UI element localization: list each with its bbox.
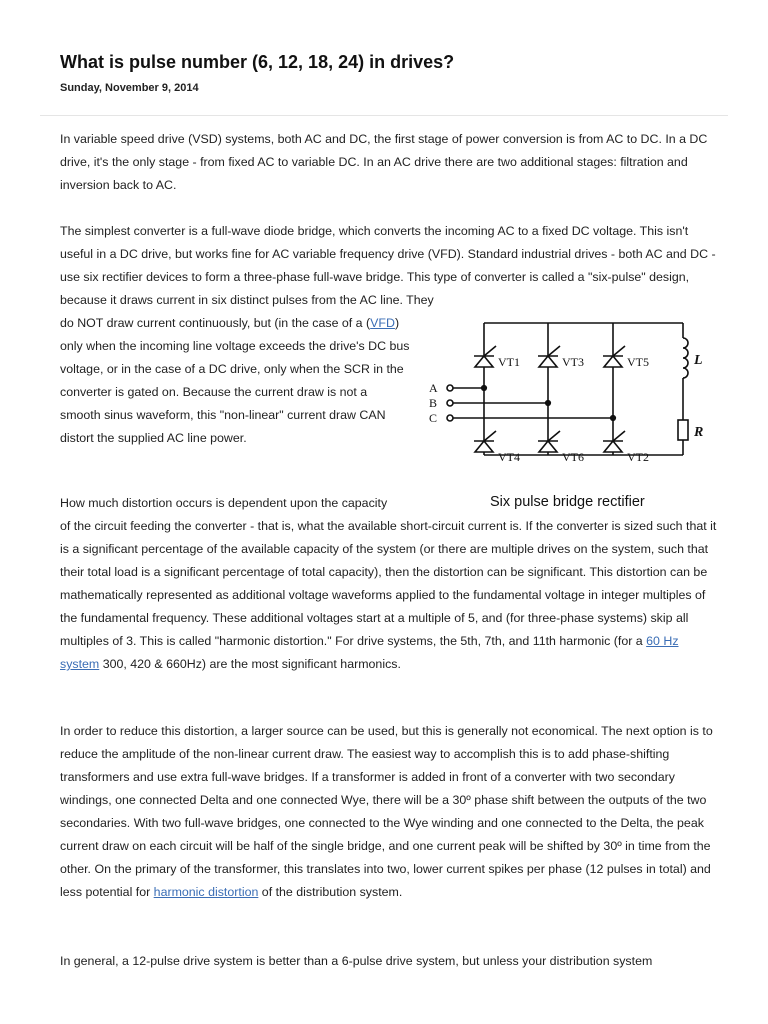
figure-caption: Six pulse bridge rectifier: [490, 494, 645, 510]
text-segment: do NOT draw current continuously, but (in the case of a (: [60, 316, 371, 330]
label-vt5: VT5: [627, 355, 649, 369]
post-date: Sunday, November 9, 2014: [60, 82, 199, 94]
harmonic-distortion-link[interactable]: harmonic distortion: [153, 885, 259, 899]
header-divider: [40, 115, 728, 116]
terminal-c: [447, 415, 453, 421]
paragraph-distortion: [60, 515, 720, 676]
paragraph-phase-shift: [60, 720, 720, 904]
label-vt6: VT6: [562, 450, 584, 464]
six-pulse-bridge-figure: [424, 310, 724, 515]
vfd-link[interactable]: VFD: [370, 316, 395, 330]
paragraph-intro: In variable speed drive (VSD) systems, both AC and DC, the first stage of power conversion is from AC to DC. In a DC drive, it's the only stage - from fixed AC to variable DC. In an AC drive there are two additional stages: filtration and inversion back to AC.: [60, 132, 708, 192]
resistor-r: [678, 420, 688, 440]
label-c: C: [429, 411, 438, 425]
paragraph-converter-side: [60, 312, 410, 450]
label-vt1: VT1: [498, 355, 520, 369]
thyristor-vt3: [538, 346, 560, 367]
text-segment: In order to reduce this distortion, a larger source can be used, but this is generally not economical. The next option is to reduce the amplitude of the non-linear current draw. The easiest way to accomplish this is to add phase-shifting transformers and use extra full-wave bridges. If a transformer is added in front of a converter with two secondary windings, one connected Delta and one connected Wye, there will be a 30º phase shift between the outputs of the two secondaries. With two full-wave bridges, one connected to the Wye winding and one connected to the Delta, the peak current draw on each circuit will be half of the single bridge, and one current peak will be shifted by 30º in time from the other. On the primary of the transformer, this translates into two, lower current spikes per phase (12 pulses in total) and less potential for: [60, 724, 713, 899]
thyristor-vt2: [603, 431, 625, 452]
label-l: L: [694, 353, 703, 368]
label-a: A: [429, 381, 438, 395]
label-vt2: VT2: [627, 450, 649, 464]
label-vt4: VT4: [498, 450, 520, 464]
node-c: [611, 416, 616, 421]
text-segment: ) only when the incoming line voltage exceeds the drive's DC bus voltage, or in the case of a DC drive, only when the SCR in the converter is gated on. Because the current draw is not a smooth sinus waveform, this "non-linear" current draw CAN distort the supplied AC line power.: [60, 316, 410, 445]
label-b: B: [429, 396, 438, 410]
node-b: [546, 401, 551, 406]
paragraph-converter: The simplest converter is a full-wave diode bridge, which converts the incoming AC to a fixed DC voltage. This isn't useful in a DC drive, but works fine for AC variable frequency drive (VFD). Standard industrial drives - both AC and DC - use six rectifier devices to form a three-phase full-wave bridge. This type of converter is called a "six-pulse" design, because it draws current in six distinct pulses from the AC line. They: [60, 224, 716, 307]
paragraph-conclusion: In general, a 12-pulse drive system is better than a 6-pulse drive system, but unless your distribution system: [60, 954, 653, 968]
terminal-a: [447, 385, 453, 391]
thyristor-vt1: [474, 346, 496, 367]
60hz-system-link[interactable]: 60 Hz system: [60, 634, 679, 671]
text-segment: of the circuit feeding the converter - that is, what the available short-circuit current is. If the converter is sized such that it is a significant percentage of the available capacity of the system (or there are multiple drives on the system, such that their total load is a significant percentage of total capacity), then the distortion can be significant. This distortion can be mathematically represented as additional voltage waveforms applied to the fundamental voltage in integer multiples of the fundamental frequency. These additional voltages start at a multiple of 5, and (for three-phase systems) skip all multiples of 3. This is called "harmonic distortion." For drive systems, the 5th, 7th, and 11th harmonic (for a: [60, 519, 717, 648]
paragraph-distortion-start: How much distortion occurs is dependent upon the capacity: [60, 496, 388, 510]
node-a: [482, 386, 487, 391]
inductor-l: [683, 338, 688, 378]
bridge-circuit-diagram: [424, 310, 724, 490]
terminal-b: [447, 400, 453, 406]
thyristor-vt5: [603, 346, 625, 367]
label-vt3: VT3: [562, 355, 584, 369]
label-r: R: [694, 425, 704, 440]
thyristor-vt6: [538, 431, 560, 452]
text-segment: 300, 420 & 660Hz) are the most significant harmonics.: [99, 657, 401, 671]
text-segment: of the distribution system.: [258, 885, 403, 899]
page-title: What is pulse number (6, 12, 18, 24) in drives?: [60, 52, 455, 72]
thyristor-vt4: [474, 431, 496, 452]
